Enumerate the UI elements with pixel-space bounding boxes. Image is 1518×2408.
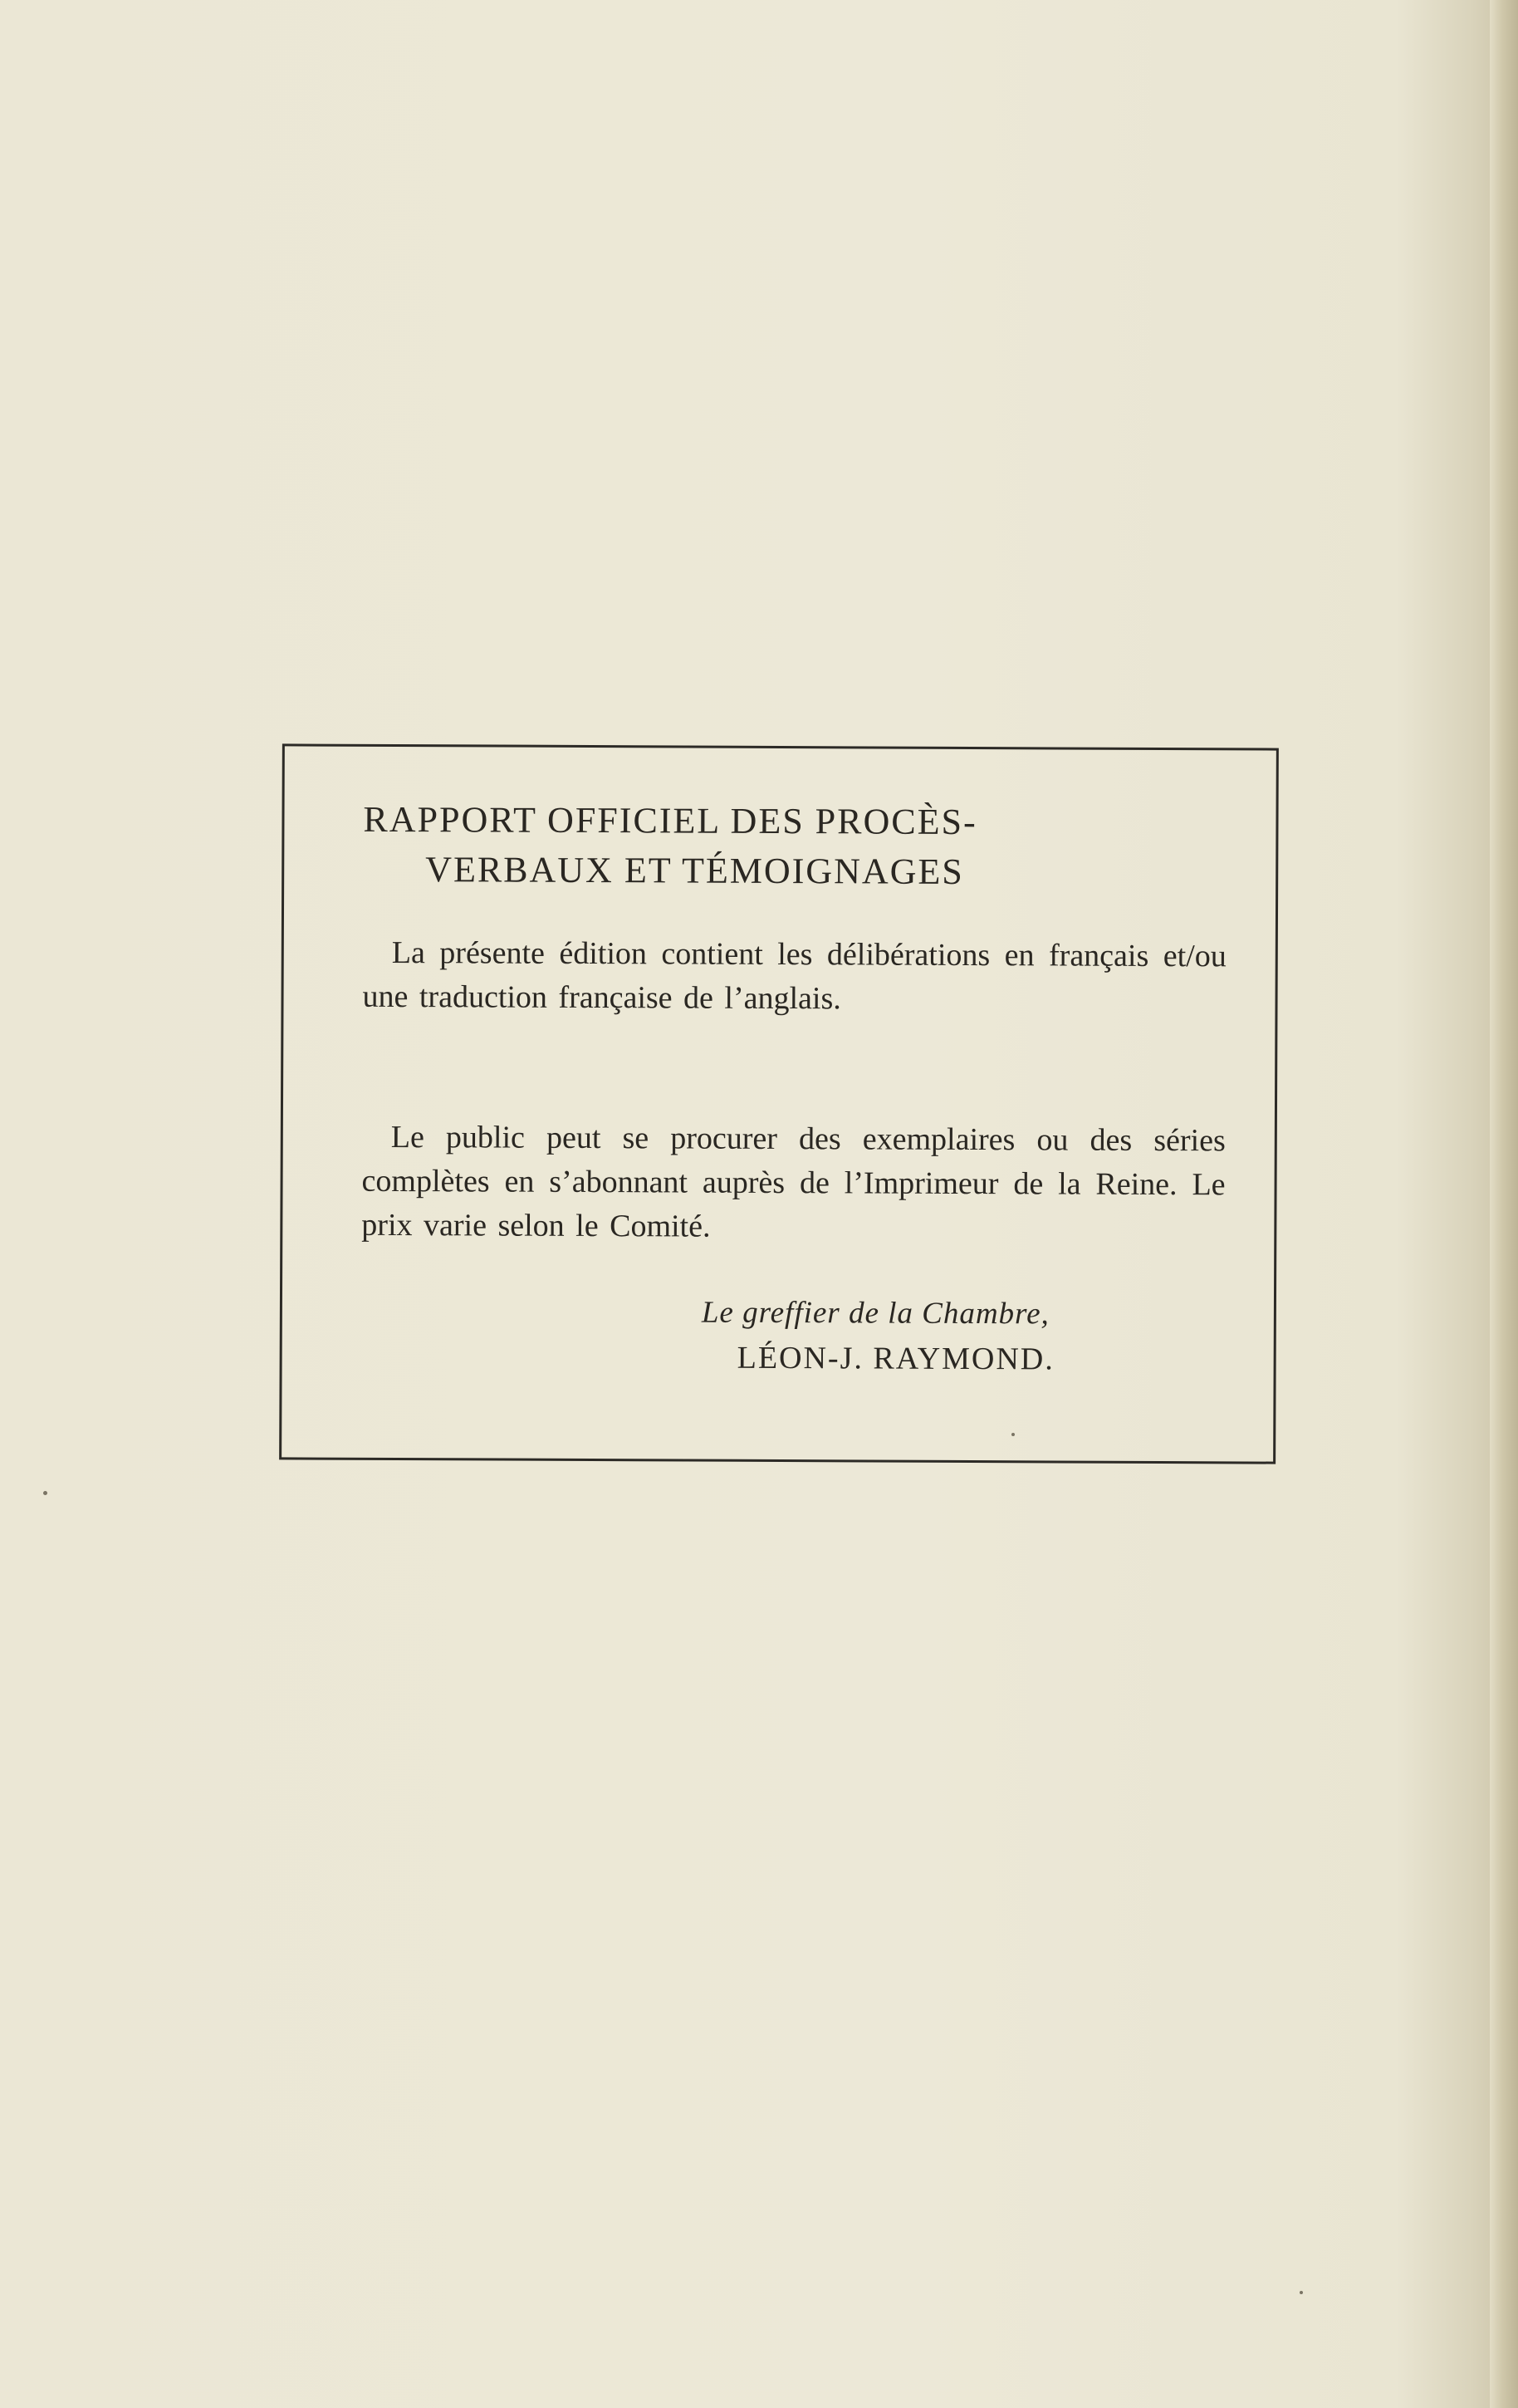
paper-speck (43, 1491, 47, 1495)
notice-paragraph-edition: La présente édition contient les délibérations en français et/ou une traduction française de l’anglais. (362, 934, 1227, 1017)
signature-role: Le greffier de la Chambre, (701, 1295, 1050, 1332)
notice-title (363, 795, 1227, 899)
page-edge-shadow (1490, 0, 1518, 2408)
notice-title-line-2: VERBAUX ET TÉMOIGNAGES (425, 849, 964, 892)
notice-paragraph-subscription: Le public peut se procurer des exemplaires ou des séries complètes en s’abonnant auprès de l’Imprimeur de la Reine. Le prix varie selon le Comité. (361, 1119, 1226, 1244)
notice-title-line-1: RAPPORT OFFICIEL DES PROCÈS- (363, 798, 977, 843)
notice-box (279, 743, 1279, 1464)
signature-name: LÉON-J. RAYMOND. (737, 1340, 1055, 1377)
paper-speck (1300, 2291, 1303, 2294)
paper-speck (1011, 1433, 1015, 1436)
